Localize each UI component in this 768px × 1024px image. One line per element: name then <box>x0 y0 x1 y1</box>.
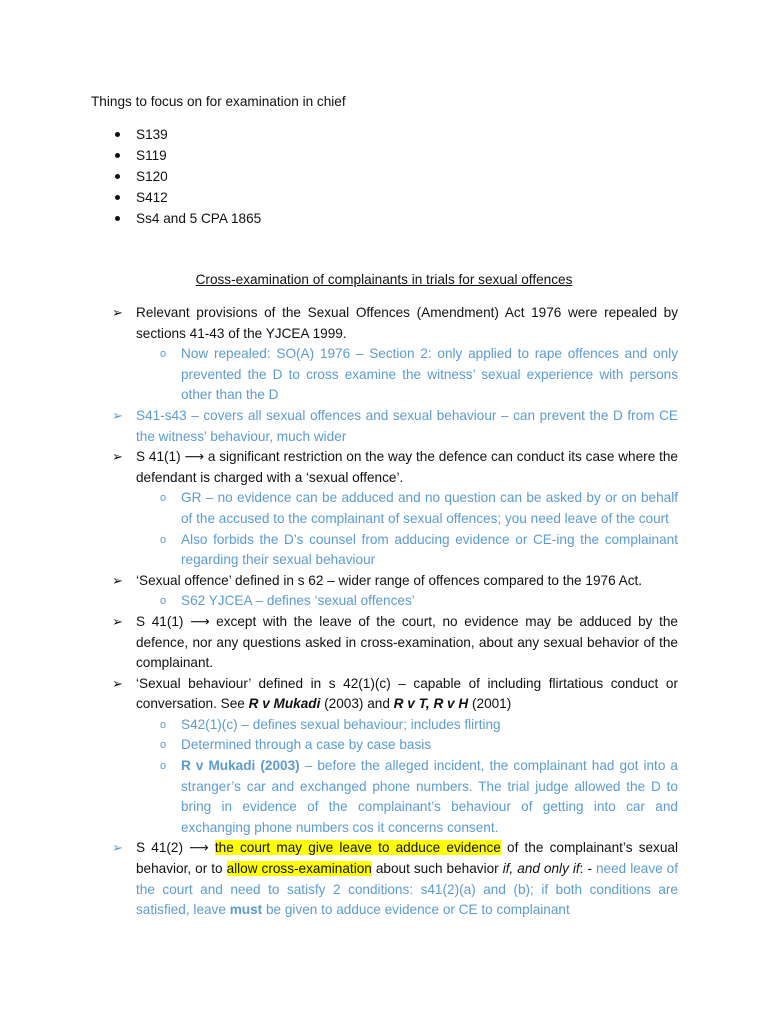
circle-bullet-icon: o <box>160 718 167 731</box>
circle-bullet-icon: o <box>160 348 167 361</box>
sub-list-item: o S42(1)(c) – defines sexual behaviour; includes flirting <box>136 715 678 736</box>
case-name: R v Mukadi (2003) <box>181 758 300 774</box>
case-name: R v Mukadi <box>248 696 321 712</box>
list-item: S139 <box>91 126 261 147</box>
sub-list <box>136 715 678 839</box>
circle-bullet-icon: o <box>160 739 167 752</box>
sub-list <box>136 591 678 612</box>
highlighted-text: allow cross-examination <box>226 861 372 877</box>
sub-list-item: o Determined through a case by case basis <box>136 735 678 756</box>
arrow-bullet-icon: ➢ <box>112 572 123 588</box>
bullet-icon <box>115 174 120 179</box>
list-item: S120 <box>91 168 261 189</box>
sub-list-item: o Also forbids the D’s counsel from adducing evidence or CE-ing the complainant regarding their sexual behaviour <box>160 531 678 568</box>
bullet-icon <box>115 216 120 221</box>
arrow-bullet-icon: ➢ <box>112 675 123 691</box>
arrow-bullet-icon: ➢ <box>112 305 123 320</box>
emphasis-text: must <box>229 902 263 918</box>
arrow-bullet-icon: ➢ <box>112 613 123 629</box>
sub-list-item: o S62 YJCEA – defines ‘sexual offences’ <box>136 591 678 612</box>
list-item: ➢ S 41(2) ⟶ the court may give leave to adduce evidence of the complainant’s sexual behavior, or to allow cross-examination about such behavior if, and only if: - need leave of the court and need to satisfy 2 conditions: s41(2)(a) and (b); if both conditions are satisfied, leave must be given to adduce evidence or CE to complainant <box>112 840 679 918</box>
main-list <box>112 303 678 921</box>
circle-bullet-icon: o <box>160 533 167 546</box>
section-heading: Cross-examination of complainants in trials for sexual offences <box>195 272 573 287</box>
case-name: R v T, R v H <box>393 696 469 712</box>
list-item: ➢ S 41(1) ⟶ except with the leave of the court, no evidence may be adduced by the defence, nor any questions asked in cross-examination, about any sexual behavior of the complainant. <box>112 613 678 671</box>
circle-bullet-icon: o <box>160 595 167 608</box>
list-item: S412 <box>91 189 261 210</box>
list-item: S119 <box>91 147 261 168</box>
bullet-icon <box>115 153 120 158</box>
list-item: Ss4 and 5 CPA 1865 <box>91 210 261 231</box>
arrow-bullet-icon: ➢ <box>112 840 123 856</box>
list-item: ➢ ‘Sexual behaviour’ defined in s 42(1)(c) – capable of including flirtatious conduct or conversation. See R v Mukadi (2003) and R v T, R v H (2001) o S42(1)(c) – defines sexual behaviour; includes flirting o Determined through a case by case basis o R v Mukadi (2003) – before the alleged incident, the complainant had got into a stranger’s car and exchanged phone numbers. The trial judge allowed the D to bring in evidence of the complainant’s behaviour of getting into car and exchanging phone numbers cos it concerns consent. <box>112 674 678 839</box>
list-item: ➢ Relevant provisions of the Sexual Offences (Amendment) Act 1976 were repealed by sections 41-43 of the YJCEA 1999. o Now repealed: SO(A) 1976 – Section 2: only applied to rape offences and only prevented the D to cross examine the witness’ sexual experience with persons other than the D <box>112 303 678 406</box>
arrow-bullet-icon: ➢ <box>112 449 123 465</box>
emphasis-text: if, and only if <box>502 861 580 877</box>
circle-bullet-icon: o <box>160 492 167 505</box>
list-item: ➢ S41-s43 – covers all sexual offences and sexual behaviour – can prevent the D from CE the witness’ behaviour, much wider <box>112 407 678 444</box>
sub-list-item: o GR – no evidence can be adduced and no question can be asked by or on behalf of the accused to the complainant of sexual offences; you need leave of the court <box>160 490 678 526</box>
bullet-icon <box>115 132 120 137</box>
circle-bullet-icon: o <box>160 760 167 773</box>
intro-title: Things to focus on for examination in chief <box>91 94 346 109</box>
sub-list <box>136 488 678 570</box>
sub-list-item: o Now repealed: SO(A) 1976 – Section 2: only applied to rape offences and only prevented the D to cross examine the witness’ sexual experience with persons other than the D <box>160 346 678 403</box>
intro-list <box>91 126 261 231</box>
sub-list-item: o R v Mukadi (2003) – before the alleged incident, the complainant had got into a stranger’s car and exchanged phone numbers. The trial judge allowed the D to bring in evidence of the complainant’s behaviour of getting into car and exchanging phone numbers cos it concerns consent. <box>160 758 678 835</box>
list-item: ➢ S 41(1) ⟶ a significant restriction on the way the defence can conduct its case where the defendant is charged with a ‘sexual offence’. o GR – no evidence can be adduced and no question can be asked by or on behalf of the accused to the complainant of sexual offences; you need leave of the court o Also forbids the D’s counsel from adducing evidence or CE-ing the complainant regarding their sexual behaviour <box>112 447 678 571</box>
bullet-icon <box>115 195 120 200</box>
arrow-bullet-icon: ➢ <box>112 407 123 423</box>
sub-list <box>136 344 678 406</box>
highlighted-text: the court may give leave to adduce evidence <box>214 840 501 856</box>
list-item: ➢ ‘Sexual offence’ defined in s 62 – wider range of offences compared to the 1976 Act. o S62 YJCEA – defines ‘sexual offences’ <box>112 571 678 612</box>
